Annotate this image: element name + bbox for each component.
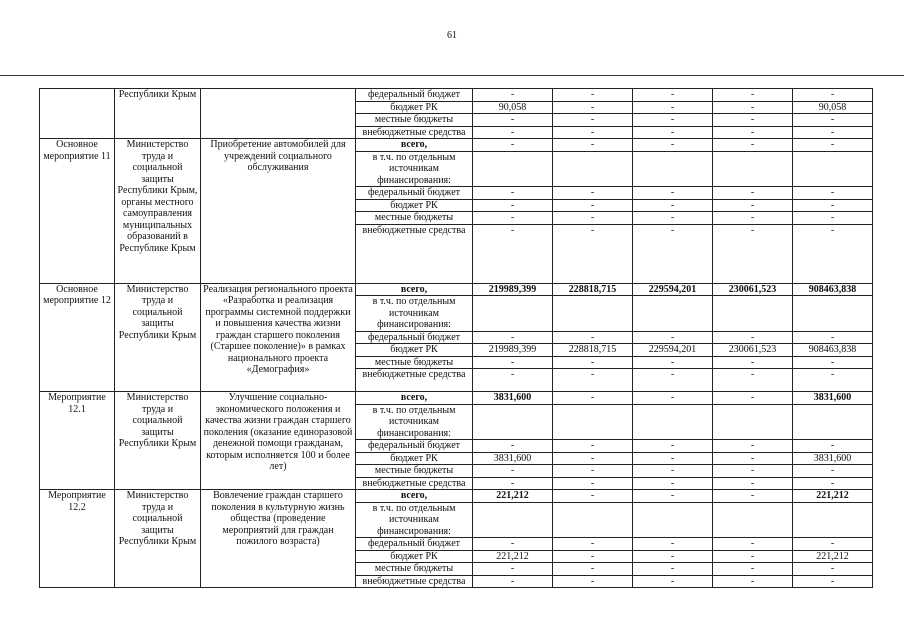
year-value-cell: - [633, 369, 713, 392]
table-row [40, 283, 873, 296]
total-value-cell: - [793, 465, 873, 478]
year-value-cell: - [713, 392, 793, 405]
funding-source-label: местные бюджеты [356, 563, 473, 576]
description-cell: Приобретение автомобилей для учреждений социального обслуживания [201, 139, 356, 284]
funding-source-label: местные бюджеты [356, 465, 473, 478]
year-value-cell: - [473, 199, 553, 212]
total-value-cell [793, 502, 873, 538]
year-value-cell [473, 404, 553, 440]
budget-table-body [40, 89, 873, 588]
funding-source-label: федеральный бюджет [356, 89, 473, 102]
funding-source-label: в т.ч. по отдельным источникам финансирования: [356, 151, 473, 187]
year-value-cell: - [553, 89, 633, 102]
year-value-cell: - [713, 575, 793, 588]
year-value-cell: - [633, 356, 713, 369]
funding-source-label: внебюджетные средства [356, 224, 473, 283]
table-row [40, 139, 873, 152]
year-value-cell: - [713, 356, 793, 369]
year-value-cell: - [713, 101, 793, 114]
year-value-cell: - [713, 199, 793, 212]
year-value-cell: - [553, 126, 633, 139]
year-value-cell: - [473, 440, 553, 453]
year-value-cell: 230061,523 [713, 344, 793, 357]
year-value-cell: - [553, 369, 633, 392]
funding-source-label: бюджет РК [356, 344, 473, 357]
year-value-cell: 221,212 [473, 550, 553, 563]
year-value-cell [713, 502, 793, 538]
year-value-cell: - [473, 465, 553, 478]
total-value-cell [793, 151, 873, 187]
year-value-cell [633, 404, 713, 440]
total-value-cell: - [793, 139, 873, 152]
year-value-cell: - [473, 369, 553, 392]
page-number: 61 [447, 30, 457, 41]
total-value-cell: - [793, 126, 873, 139]
year-value-cell: - [633, 331, 713, 344]
year-value-cell: - [713, 550, 793, 563]
year-value-cell: - [713, 187, 793, 200]
funding-source-label: бюджет РК [356, 199, 473, 212]
total-value-cell: - [793, 199, 873, 212]
measure-name-cell: Основное мероприятие 11 [40, 139, 115, 284]
year-value-cell [553, 404, 633, 440]
year-value-cell: - [553, 465, 633, 478]
year-value-cell: 90,058 [473, 101, 553, 114]
total-value-cell [793, 296, 873, 332]
year-value-cell: - [633, 126, 713, 139]
year-value-cell [553, 296, 633, 332]
year-value-cell: - [473, 114, 553, 127]
total-value-cell: - [793, 369, 873, 392]
year-value-cell: - [473, 563, 553, 576]
year-value-cell: - [473, 477, 553, 490]
year-value-cell: - [553, 538, 633, 551]
total-value-cell: 221,212 [793, 550, 873, 563]
measure-name-cell [40, 89, 115, 139]
year-value-cell: - [633, 114, 713, 127]
total-value-cell: - [793, 538, 873, 551]
funding-source-label: всего, [356, 490, 473, 503]
year-value-cell: - [633, 187, 713, 200]
year-value-cell: - [473, 187, 553, 200]
year-value-cell: - [473, 224, 553, 283]
description-cell: Вовлечение граждан старшего поколения в культурную жизнь общества (проведение мероприятий для граждан пожилого возраста) [201, 490, 356, 588]
funding-source-label: внебюджетные средства [356, 126, 473, 139]
year-value-cell: - [553, 575, 633, 588]
executor-cell: Министерство труда и социальной защиты Республики Крым [115, 490, 201, 588]
description-cell: Улучшение социально-экономического положения и качества жизни граждан старшего поколения (оказание единоразовой денежной помощи гражданам, которым исполняется 100 и более лет) [201, 392, 356, 490]
total-value-cell: 3831,600 [793, 392, 873, 405]
year-value-cell [473, 151, 553, 187]
total-value-cell: - [793, 212, 873, 225]
funding-source-label: бюджет РК [356, 452, 473, 465]
funding-source-label: всего, [356, 283, 473, 296]
year-value-cell: - [633, 490, 713, 503]
year-value-cell: - [473, 538, 553, 551]
year-value-cell: - [713, 224, 793, 283]
total-value-cell: - [793, 563, 873, 576]
year-value-cell: - [473, 575, 553, 588]
year-value-cell: - [553, 101, 633, 114]
executor-cell: Министерство труда и социальной защиты Республики Крым [115, 392, 201, 490]
total-value-cell: 221,212 [793, 490, 873, 503]
year-value-cell: - [713, 440, 793, 453]
year-value-cell: - [473, 356, 553, 369]
year-value-cell: - [713, 126, 793, 139]
year-value-cell [713, 404, 793, 440]
year-value-cell: - [553, 490, 633, 503]
year-value-cell: - [473, 126, 553, 139]
year-value-cell: - [633, 465, 713, 478]
measure-name-cell: Мероприятие 12.1 [40, 392, 115, 490]
year-value-cell: - [713, 331, 793, 344]
year-value-cell: - [713, 465, 793, 478]
funding-source-label: в т.ч. по отдельным источникам финансирования: [356, 296, 473, 332]
funding-source-label: местные бюджеты [356, 114, 473, 127]
year-value-cell: - [553, 114, 633, 127]
year-value-cell [553, 502, 633, 538]
year-value-cell: 3831,600 [473, 392, 553, 405]
funding-source-label: всего, [356, 139, 473, 152]
year-value-cell [713, 151, 793, 187]
total-value-cell: - [793, 187, 873, 200]
measure-name-cell: Мероприятие 12.2 [40, 490, 115, 588]
year-value-cell: - [553, 550, 633, 563]
executor-cell: Министерство труда и социальной защиты Республики Крым [115, 283, 201, 392]
year-value-cell: 221,212 [473, 490, 553, 503]
year-value-cell: 228818,715 [553, 283, 633, 296]
total-value-cell: - [793, 440, 873, 453]
year-value-cell: - [553, 477, 633, 490]
year-value-cell: - [473, 139, 553, 152]
funding-source-label: внебюджетные средства [356, 369, 473, 392]
year-value-cell: - [713, 212, 793, 225]
year-value-cell: - [473, 89, 553, 102]
year-value-cell: - [633, 563, 713, 576]
year-value-cell: 230061,523 [713, 283, 793, 296]
year-value-cell: - [553, 139, 633, 152]
year-value-cell: - [553, 452, 633, 465]
year-value-cell: - [473, 212, 553, 225]
year-value-cell: - [633, 139, 713, 152]
total-value-cell: - [793, 114, 873, 127]
year-value-cell: - [713, 490, 793, 503]
funding-source-label: бюджет РК [356, 101, 473, 114]
table-row [40, 89, 873, 102]
year-value-cell [473, 296, 553, 332]
year-value-cell: 229594,201 [633, 344, 713, 357]
total-value-cell: 908463,838 [793, 283, 873, 296]
table-row [40, 392, 873, 405]
year-value-cell: - [713, 563, 793, 576]
description-cell [201, 89, 356, 139]
year-value-cell: - [553, 212, 633, 225]
year-value-cell: - [633, 550, 713, 563]
year-value-cell: - [633, 392, 713, 405]
funding-source-label: местные бюджеты [356, 356, 473, 369]
year-value-cell: - [553, 331, 633, 344]
total-value-cell: - [793, 89, 873, 102]
year-value-cell: - [633, 452, 713, 465]
funding-source-label: в т.ч. по отдельным источникам финансирования: [356, 502, 473, 538]
total-value-cell: - [793, 477, 873, 490]
year-value-cell: - [633, 101, 713, 114]
year-value-cell: - [713, 89, 793, 102]
year-value-cell: - [633, 212, 713, 225]
year-value-cell: 229594,201 [633, 283, 713, 296]
funding-source-label: местные бюджеты [356, 212, 473, 225]
year-value-cell: 228818,715 [553, 344, 633, 357]
funding-source-label: внебюджетные средства [356, 477, 473, 490]
description-cell: Реализация регионального проекта «Разработка и реализация программы системной поддержки и повышения качества жизни граждан старшего поколения (Старшее поколение)» в рамках национального проекта «Демография» [201, 283, 356, 392]
year-value-cell [633, 151, 713, 187]
executor-cell: Министерство труда и социальной защиты Республики Крым, органы местного самоуправления муниципальных образований в Республике Крым [115, 139, 201, 284]
year-value-cell: - [553, 356, 633, 369]
total-value-cell: - [793, 331, 873, 344]
total-value-cell: 90,058 [793, 101, 873, 114]
year-value-cell: - [633, 89, 713, 102]
measure-name-cell: Основное мероприятие 12 [40, 283, 115, 392]
year-value-cell: - [713, 538, 793, 551]
funding-source-label: в т.ч. по отдельным источникам финансирования: [356, 404, 473, 440]
funding-source-label: федеральный бюджет [356, 538, 473, 551]
year-value-cell: - [633, 199, 713, 212]
total-value-cell: 908463,838 [793, 344, 873, 357]
year-value-cell: - [713, 139, 793, 152]
total-value-cell: - [793, 224, 873, 283]
year-value-cell: - [713, 114, 793, 127]
total-value-cell: 3831,600 [793, 452, 873, 465]
year-value-cell: - [553, 224, 633, 283]
year-value-cell: 3831,600 [473, 452, 553, 465]
year-value-cell: - [553, 392, 633, 405]
funding-source-label: всего, [356, 392, 473, 405]
year-value-cell: - [633, 477, 713, 490]
budget-table [39, 88, 873, 588]
year-value-cell: - [473, 331, 553, 344]
funding-source-label: федеральный бюджет [356, 187, 473, 200]
year-value-cell [633, 502, 713, 538]
funding-source-label: внебюджетные средства [356, 575, 473, 588]
funding-source-label: бюджет РК [356, 550, 473, 563]
year-value-cell: 219989,399 [473, 344, 553, 357]
table-row [40, 490, 873, 503]
year-value-cell: - [713, 477, 793, 490]
total-value-cell: - [793, 356, 873, 369]
year-value-cell: - [633, 224, 713, 283]
year-value-cell: - [553, 199, 633, 212]
year-value-cell [473, 502, 553, 538]
executor-cell: Республики Крым [115, 89, 201, 139]
year-value-cell [553, 151, 633, 187]
total-value-cell: - [793, 575, 873, 588]
year-value-cell: - [553, 563, 633, 576]
year-value-cell: - [633, 575, 713, 588]
funding-source-label: федеральный бюджет [356, 331, 473, 344]
year-value-cell: - [633, 440, 713, 453]
funding-source-label: федеральный бюджет [356, 440, 473, 453]
year-value-cell: - [553, 187, 633, 200]
year-value-cell: - [553, 440, 633, 453]
year-value-cell: 219989,399 [473, 283, 553, 296]
year-value-cell: - [713, 369, 793, 392]
year-value-cell: - [633, 538, 713, 551]
total-value-cell [793, 404, 873, 440]
year-value-cell [633, 296, 713, 332]
year-value-cell [713, 296, 793, 332]
header-rule [0, 75, 904, 76]
year-value-cell: - [713, 452, 793, 465]
